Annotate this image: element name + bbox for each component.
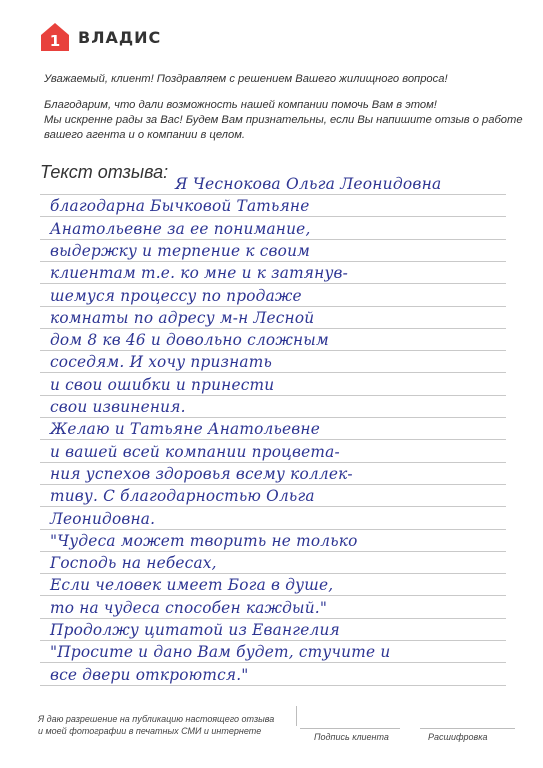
review-title: Текст отзыва:: [40, 162, 169, 182]
ruled-line: [40, 261, 506, 262]
signature-divider: [296, 706, 297, 726]
handwritten-line: и вашей всей компании процвета-: [50, 442, 340, 461]
thanks-line: Мы искренне рады за Вас! Будем Вам признательны, если Вы напишите отзыв о работе: [44, 114, 523, 126]
ruled-line: [40, 685, 506, 686]
handwritten-line: Леонидовна.: [50, 509, 156, 528]
ruled-line: [40, 328, 506, 329]
decoding-label: Расшифровка: [428, 732, 488, 742]
handwritten-line: клиентам т.е. ко мне и к затянув-: [50, 264, 349, 283]
handwritten-line: ния успехов здоровья всему коллек-: [50, 464, 353, 483]
house-logo-icon: [40, 22, 70, 52]
ruled-line: [40, 506, 506, 507]
handwritten-line: все двери откроются.": [50, 665, 249, 684]
publication-consent: [38, 713, 274, 737]
ruled-line: [40, 551, 506, 552]
handwritten-line: шемуся процессу по продаже: [50, 286, 302, 305]
handwritten-line: то на чудеса способен каждый.": [50, 598, 328, 617]
handwritten-line: свои извинения.: [50, 398, 186, 416]
signature-line: [300, 728, 400, 729]
handwritten-line: Я Чеснокова Ольга Леонидовна: [175, 175, 442, 193]
handwritten-line: дом 8 кв 46 и довольно сложным: [50, 331, 329, 350]
handwritten-line: "Чудеса может творить не только: [50, 531, 358, 550]
brand-logo: [40, 22, 161, 52]
ruled-line: [40, 306, 506, 307]
ruled-line: [40, 283, 506, 284]
handwritten-line: Анатольевне за ее понимание,: [50, 219, 311, 238]
ruled-line: [40, 194, 506, 195]
handwritten-line: соседям. И хочу признать: [50, 353, 272, 372]
greeting-text: Уважаемый, клиент! Поздравляем с решением Вашего жилищного вопроса!: [44, 73, 448, 85]
handwritten-line: Продолжу цитатой из Евангелия: [50, 621, 340, 639]
ruled-line: [40, 529, 506, 530]
ruled-line: [40, 662, 506, 663]
ruled-line: [40, 462, 506, 463]
ruled-line: [40, 595, 506, 596]
ruled-line: [40, 372, 506, 373]
ruled-line: [40, 640, 506, 641]
consent-line: и моей фотографии в печатных СМИ и интернете: [38, 726, 262, 736]
ruled-line: [40, 395, 506, 396]
handwritten-line: тиву. С благодарностью Ольга: [50, 487, 315, 506]
handwritten-line: "Просите и дано Вам будет, стучите и: [50, 643, 391, 662]
consent-line: Я даю разрешение на публикацию настоящего отзыва: [38, 714, 275, 724]
ruled-line: [40, 484, 506, 485]
handwritten-line: выдержку и терпение к своим: [50, 241, 311, 260]
handwritten-line: и свои ошибки и принести: [50, 375, 275, 394]
thanks-text: [44, 98, 523, 143]
handwritten-line: Если человек имеет Бога в душе,: [50, 576, 334, 595]
brand-name: ВЛАДИС: [78, 27, 162, 47]
thanks-line: Благодарим, что дали возможность нашей компании помочь Вам в этом!: [44, 99, 437, 111]
thanks-line: вашего агента и о компании в целом.: [44, 129, 245, 141]
handwritten-line: Господь на небесах,: [50, 554, 217, 573]
signature-label: Подпись клиента: [314, 732, 389, 742]
ruled-line: [40, 573, 506, 574]
decoding-line: [420, 728, 515, 729]
ruled-line: [40, 618, 506, 619]
handwritten-line: Желаю и Татьяне Анатольевне: [50, 420, 320, 439]
ruled-line: [40, 417, 506, 418]
logo-digit: 1: [49, 32, 61, 50]
ruled-line: [40, 350, 506, 351]
ruled-line: [40, 439, 506, 440]
ruled-line: [40, 216, 506, 217]
handwritten-line: благодарна Бычковой Татьяне: [50, 197, 310, 216]
handwritten-line: комнаты по адресу м-н Лесной: [50, 308, 315, 327]
ruled-line: [40, 239, 506, 240]
